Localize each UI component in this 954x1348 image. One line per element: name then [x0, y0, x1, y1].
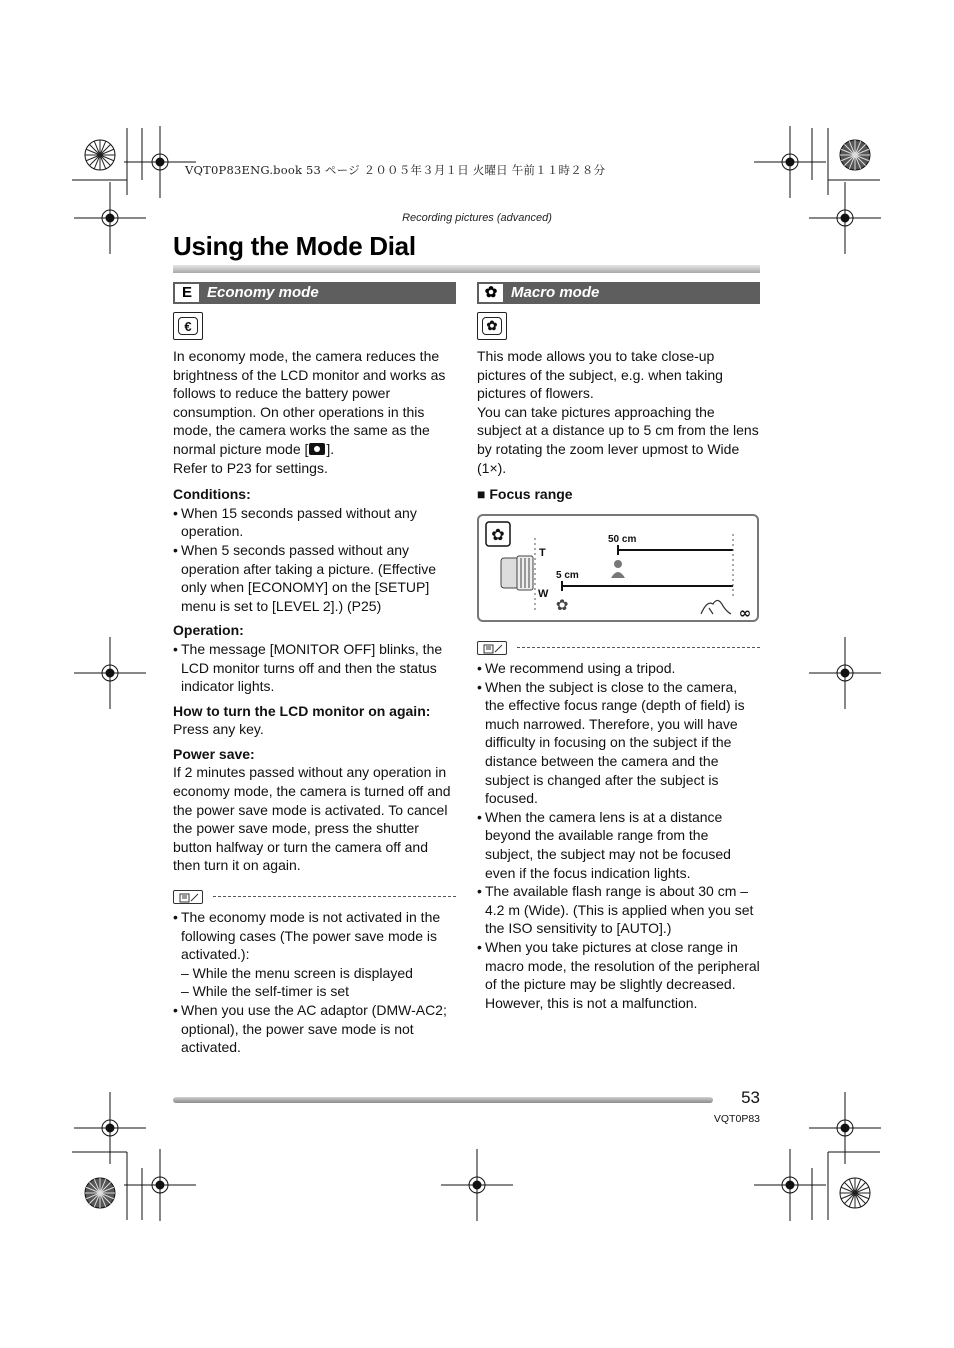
tele-label: T	[539, 547, 546, 559]
registration-mark	[106, 669, 114, 677]
list-item	[173, 908, 458, 1001]
page-title: Using the Mode Dial	[173, 231, 416, 261]
print-header: VQT0P83ENG.book 53 ページ ２００５年３月１日 火曜日 午前１１時２８分	[185, 163, 606, 177]
list-item: • We recommend using a tripod.	[477, 659, 760, 678]
turn-on-heading: How to turn the LCD monitor on again:	[173, 702, 431, 719]
registration-mark	[156, 1181, 164, 1189]
macro-mode-heading	[477, 282, 760, 304]
economy-body	[173, 347, 458, 875]
list-item: • When you take pictures at close range in macro mode, the resolution of the peripheral of the picture may be slightly decreased. However, this is not a malfunction.	[477, 938, 760, 1012]
mountain-icon	[701, 600, 731, 614]
registration-mark	[106, 1124, 114, 1132]
registration-mark	[841, 669, 849, 677]
power-save-heading: Power save:	[173, 745, 255, 762]
list-item: • When the subject is close to the camera, the effective focus range (depth of field) is much narrowed. Therefore, you will have difficulty in focusing on the subject if the distance between the camera and the subject is changed after the subject is focused.	[477, 678, 760, 808]
economy-mode-heading	[173, 282, 456, 304]
note-icon	[477, 641, 507, 655]
macro-dial-icon	[477, 312, 507, 340]
list-item: • When 5 seconds passed without any operation after taking a picture. (Effective only when [ECONOMY] on the [SETUP] menu is set to [LEVEL 2].) (P25)	[173, 541, 458, 615]
diagram-macro-icon	[486, 522, 510, 546]
list-item: • When the camera lens is at a distance beyond the available range from the subject, the subject may not be focused even if the focus indication lights.	[477, 808, 760, 882]
note-icon	[173, 890, 203, 904]
economy-intro	[173, 347, 458, 459]
flower-subject-icon: ✿	[555, 596, 569, 614]
note-sub-item: – While the self-timer is set	[181, 983, 350, 1000]
focus-range-heading: ■ Focus range	[477, 486, 573, 503]
note-sub-item: – While the menu screen is displayed	[181, 964, 413, 981]
list-item: • The message [MONITOR OFF] blinks, the LCD monitor turns off and then the status indicator lights.	[173, 640, 458, 696]
macro-notes	[477, 659, 760, 1012]
note-text: The economy mode is not activated in the following cases (The power save mode is activated.):	[181, 909, 441, 963]
list-item: • The available flash range is about 30 cm – 4.2 m (Wide). (This is applied when you set the ISO sensitivity to [AUTO].)	[477, 882, 760, 938]
turn-on-text: Press any key.	[173, 721, 264, 738]
page-number: 53	[741, 1088, 760, 1107]
section-label: Recording pictures (advanced)	[402, 212, 552, 224]
power-save-text: If 2 minutes passed without any operation in economy mode, the camera is turned off and the power save mode is activated. To cancel the power save mode, press the shutter button halfway or turn the camera off and then turn it on again.	[173, 764, 451, 874]
registration-mark	[473, 1181, 481, 1189]
economy-symbol-icon: €	[178, 317, 198, 335]
macro-intro: This mode allows you to take close-up pictures of the subject, e.g. when taking pictures of flowers.	[477, 348, 723, 402]
macro-heading-label: Macro mode	[511, 284, 600, 301]
wide-distance-label: 5 cm	[556, 570, 579, 581]
economy-intro-text: In economy mode, the camera reduces the brightness of the LCD monitor and works as follows to reduce the battery power consumption. On other operations in this mode, the camera works the same as the normal picture mode [	[173, 348, 446, 457]
economy-icon: E	[175, 284, 199, 302]
registration-mark	[786, 1181, 794, 1189]
economy-note-divider	[173, 890, 456, 904]
operation-heading: Operation:	[173, 622, 244, 639]
macro-body	[477, 347, 760, 504]
person-icon	[611, 560, 625, 578]
list-item: • When 15 seconds passed without any operation.	[173, 504, 458, 541]
svg-text:✿: ✿	[491, 525, 505, 544]
tele-distance-label: 50 cm	[608, 534, 637, 545]
operation-list	[173, 640, 458, 696]
macro-flower-icon: ✿	[482, 317, 502, 335]
economy-heading-label: Economy mode	[207, 284, 319, 301]
title-rule	[173, 265, 760, 273]
registration-mark	[786, 158, 794, 166]
economy-notes	[173, 908, 458, 1057]
camera-icon	[309, 443, 325, 455]
macro-intro-2: You can take pictures approaching the subject at a distance up to 5 cm from the lens by rotating the zoom lever upmost to Wide (1×).	[477, 403, 759, 476]
dashed-divider	[517, 647, 760, 648]
registration-mark	[841, 1124, 849, 1132]
registration-mark	[156, 158, 164, 166]
flower-icon: ✿	[479, 284, 503, 302]
list-item: • When you use the AC adaptor (DMW-AC2; optional), the power save mode is not activated.	[173, 1001, 458, 1057]
macro-note-divider	[477, 641, 760, 655]
dashed-divider	[213, 896, 456, 897]
economy-dial-icon	[173, 312, 203, 340]
conditions-heading: Conditions:	[173, 486, 251, 503]
page-code: VQT0P83	[713, 1113, 760, 1125]
conditions-list	[173, 504, 458, 616]
infinity-label: ∞	[738, 604, 752, 620]
economy-refer: Refer to P23 for settings.	[173, 459, 328, 476]
footer-rule	[173, 1097, 713, 1103]
economy-intro-end: ].	[326, 440, 335, 457]
wide-label: W	[538, 588, 549, 600]
focus-range-diagram	[477, 514, 759, 622]
diagram-camera-icon	[501, 556, 533, 590]
